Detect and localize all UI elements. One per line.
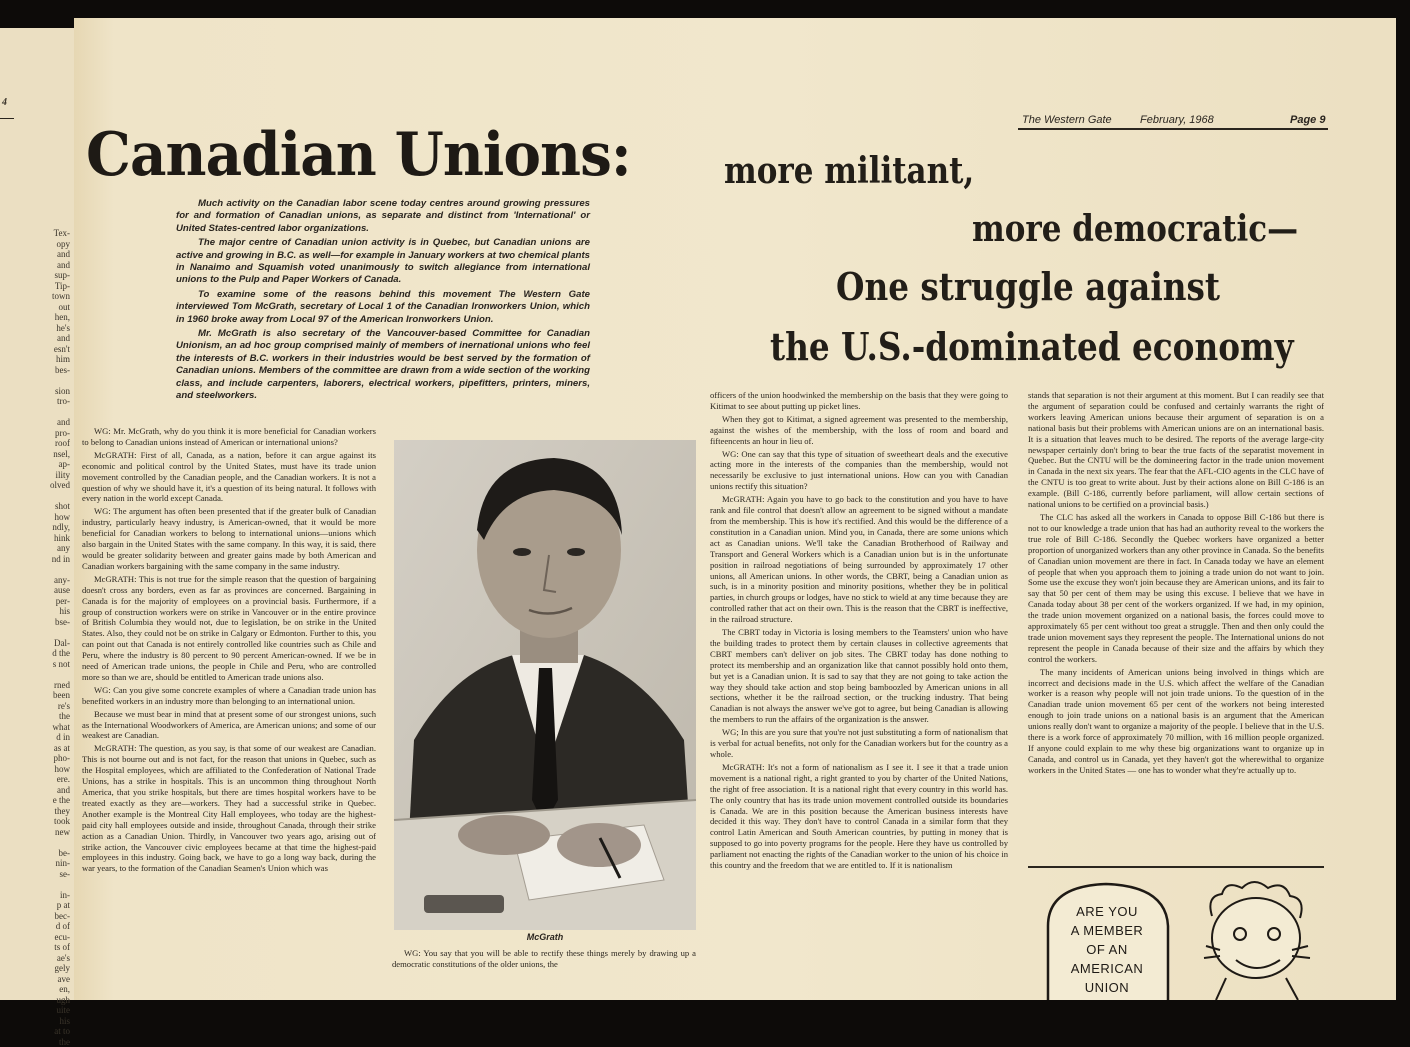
column-4-end-rule	[1028, 866, 1324, 868]
article-paragraph: McGRATH: It's not a form of nationalism as I see it. I see it that a trade union movement is a national right, a right granted to you by charter of the United Nations, the right of free association. It is a national right that every country in this world has. The only country that has its trade union movement controlled outside its boundaries is Canada. We are in this position because the American business interests have decided it this way. They don't have to control Canada in a similar form that they control Latin American and South American countries, by putting in money that is supposed to go into poverty programs for the people. Here they have us controlled by parliament not enacting the rights of the Canadian worker to the union of his choice in this country and the freedom that we are entitled to. If it is nationalism	[710, 761, 1008, 871]
article-paragraph: WG: One can say that this type of situation of sweetheart deals and the executive acting more in the interests of the companies than the membership, would not necessarily be exclusive to just international unions. How can you with Canadian unions rectify this situation?	[710, 448, 1008, 492]
headline-line-2: more democratic—	[972, 208, 1299, 250]
article-paragraph: The CBRT today in Victoria is losing members to the Teamsters' union who have the building trades to protect them by certain clauses in collective agreements that CBRT members can't deliver on job sites. The CBRT today has done nothing to protect its membership and an organization like that cannot possibly hold onto them, but yet is a Canadian union. It is sad to say that they are not going to take action the way they should take action and stop being bamboozled by American unions in all sections, whether it be the railroad section, or the trucking industry. That being Canadian is not always the answer we've got to agree, but being Canadian is allowing the members to run the affairs of the organization is the answer.	[710, 627, 1008, 725]
column-2-bottom	[392, 948, 696, 1000]
masthead-rule	[1018, 128, 1328, 130]
article-paragraph: WG: Can you give some concrete examples of where a Canadian trade union has benefited workers in an industry more than belonging to an international union.	[82, 684, 376, 706]
intro-paragraph: Much activity on the Canadian labor scene today centres around growing pressures for and formation of Canadian unions, as separate and distinct from 'International' or United States-centred labor organizations.	[176, 198, 590, 234]
cartoon-line: UNION	[1084, 980, 1130, 995]
article-paragraph: WG: The argument has often been presented that if the greater bulk of Canadian industry, particularly heavy industry, is American-owned, that it would be more beneficial for Canadian workers to belong to international unions—unions which also bargain in the United States with the same company. In this way, it is said, there would be greater solidarity between and greater gains made by both American and Canadian workers bargaining with the same company in the same industry.	[82, 506, 376, 571]
article-paragraph: officers of the union hoodwinked the membership on the basis that they were going to Kitimat to see about putting up picket lines.	[710, 390, 1008, 411]
article-paragraph: The many incidents of American unions being involved in things which are incorrect and decisions made in the U.S. which affect the welfare of the Canadian worker is a reason why people will not join trade unions. To the question of in the Canadian trade union movement 65 per cent of the workers not being interested enough to join trade unions on a national basis is an argument that the American unions really don't want to organize a majority of the people. I believe that in the U.S. there is a work force of approximately 70 million, with 16 million people organized. If anyone could explain to me why these big organizations want to organize up in Canada, and control us in Canada, yet they haven't got the wherewithal to organize workers in the United States — one has to wonder what they're actually up to.	[1028, 666, 1324, 775]
article-paragraph: When they got to Kitimat, a signed agreement was presented to the membership, against the wishes of the membership, with the loss of room and board and fifteencents an hour in lieu of.	[710, 413, 1008, 446]
article-paragraph: The CLC has asked all the workers in Canada to oppose Bill C-186 but there is not to our knowledge a trade union that has had an authority reveal to the workers the true role of Bill C-186. Secondly the Quebec workers have organized a better proportion of unorganized workers than any other province in Canada. So the benefits of Canadian union movement are there in fact. In Canada today we have an element of people that when you approach them to joining a trade union do not want to join. Some use the excuse they won't join because they are American unions, and its fair to say that 50 per cent of them may be using this excuse. I believe that we have in Canada today about 38 per cent of the workers organized. If we had, in my opinion, the trade union movement organized on a national basis, the forces could move to approximately 65 per cent without too great a struggle. Then and then only could the trade union movement says they represent the people. The International unions do not represent the people in Canada because of their size and the affairs by which they control the workers.	[1028, 511, 1324, 664]
article-paragraph: Because we must bear in mind that at present some of our strongest unions, such as the International Woodworkers of America, are American unions; and some of our weakest are Canadian.	[82, 708, 376, 741]
page-number: Page 9	[1290, 114, 1326, 126]
cartoon-line: AMERICAN	[1070, 961, 1144, 976]
left-facing-page	[0, 28, 76, 1047]
column-1	[82, 426, 376, 1000]
article-paragraph: McGRATH: This is not true for the simple reason that the question of bargaining doesn't cross any borders, even as far as provinces are concerned. Bargaining in Canada is for the majority of employees on a provincial basis. Furthermore, if a group of construction workers were on strike in Vancouver or in the entire province of British Columbia they would not, due to legislation, be on strike in the United States. Also, they could not be on strike in Calgary or Edmonton. Further to this, you can point out that Canada is not entirely controlled like countries such as Chile and Peru, where the industry is 80 percent to 90 percent American-owned. If we be in need of American trade unions, the people in Chile and Peru, who are controlled more so than we are, should be entitled to American trade unions also.	[82, 573, 376, 682]
publication-name: The Western Gate	[1022, 114, 1112, 126]
portrait-illustration	[394, 440, 696, 930]
intro-paragraph: To examine some of the reasons behind this movement The Western Gate interviewed Tom McGrath, secretary of Local 1 of the Canadian Ironworkers Union, which in 1960 broke away from Local 97 of the American Ironworkers Union.	[176, 288, 590, 325]
article-paragraph: McGRATH: Again you have to go back to the constitution and you have to have rank and file control that doesn't allow an agreement to be signed without a mandate from the membership. This is how it's rectified. And this would be the difference of a constitution in a Canadian union. Mind you, in Canada, there are some unions which act as Canadian unions. We'll take the Canadian Brotherhood of Railway and Transport and General Workers which is a Canadian union but is in the unfortunate position in railroad negotiations of being surrounded by approximately 17 other unions, all American unions. In other words, the CBRT, being a Canadian union as such, is in a minority position and minority positions, whether they be in political parties, in church groups or lodges, have no stick to wield at any time because they are controlled rather that act on their own. This is the reason that the CBRT is ineffective, in the railroad structure.	[710, 494, 1008, 625]
cartoon-speech	[1052, 902, 1162, 997]
column-4	[1028, 390, 1324, 868]
article-paragraph: stands that separation is not their argument at this moment. But I can readily see that the argument of separation could be confused and certainly warrants the right of workers leaving American unions because their argument of separation is on a national basis but their problems with American unions are on an international basis. It is a situation that leaves much to be desired. The reports of the average large-city newspaper certainly don't bring to bear the true facts of the separatist movement in Quebec. But the CNTU will be the domineering factor in the trade union movement in Canada in the next six years. The fear that the AFL-CIO agents in the CLC have of the CNTU is too great to write about. Just by their actions alone on Bill C-186 is an example. (Bill C-186, currently before parliament, will allow certain sections of national unions to be certified on a provincial basis.)	[1028, 390, 1324, 510]
prev-page-number: 4	[2, 97, 7, 108]
cartoon-line: ARE YOU	[1076, 904, 1138, 919]
cartoon-line: A MEMBER	[1070, 923, 1144, 938]
cartoon-line: OF AN	[1086, 942, 1128, 957]
column-3	[710, 390, 1008, 1000]
headline-line-3: One struggle against	[836, 264, 1221, 309]
headline-line-1: more militant,	[724, 150, 975, 192]
article-paragraph: WG; In this are you sure that you're not just substituting a form of nationalism that is verbal for actual benefits, not only for the Canadian workers but for the country as a whole.	[710, 727, 1008, 759]
intro-text	[176, 198, 590, 405]
article-paragraph: WG: You say that you will be able to rectify these things merely by drawing up a democratic constitutions of the older unions, the	[392, 948, 696, 969]
article-paragraph: McGRATH: The question, as you say, is that some of our weakest are Canadian. This is not bourne out and is not fact, for the reason that unions in Quebec, such as the Hospital employees, which are affiliated to the Confederation of National Trade Unions, has a strike in hospitals. This is an uncommon thing throughout North America, that you strike hospitals, but there are times hospital workers have to be treated exactly as they are—workers. They had a successful strike in Quebec. Another example is the Montreal City Hall employees, who today are the highest-paid city hall employees outside and inside, throughout Canada, through their strike action as a Canadian Union. Thirdly, in Vancouver two years ago, arising out of strike action, the Vancouver civic employees became at that time the highest-paid employees in this industry. Going back, we have to go a long way back, during the war years, to the formation of the Canadian Seamen's Union which was	[82, 743, 376, 874]
article-paragraph: McGRATH: First of all, Canada, as a nation, before it can argue against its economic and political control by the United States, must have its trade union movement controlled by the Canadian people, and the Canadian workers. It is not a question of why we should have it, it's a question of its being natural. It follows with every nation in the world except Canada.	[82, 449, 376, 504]
intro-paragraph: Mr. McGrath is also secretary of the Vancouver-based Committee for Canadian Unionism, an ad hoc group comprised mainly of members of inernational unions who feel the interests of B.C. workers in their industries would be best served by the formation of Canadian unions. Members of the committee are drawn from a wide section of the working class, and include carpenters, laborers, electrical workers, pipefitters, printers, miners, and steelworkers.	[176, 328, 590, 402]
intro-paragraph: The major centre of Canadian union activity is in Quebec, but Canadian unions are active and growing in B.C. as well—for example in January workers at two chemical plants in Nanaimo and Squamish voted unanimously to switch allegiance from international unions to the Pulp and Paper Workers of Canada.	[176, 237, 590, 286]
issue-date: February, 1968	[1140, 114, 1214, 126]
left-page-rule	[0, 118, 14, 119]
article-paragraph: WG: Mr. McGrath, why do you think it is more beneficial for Canadian workers to belong to Canadian unions instead of American or international unions?	[82, 426, 376, 447]
portrait-photo	[394, 440, 696, 930]
headline-line-4: the U.S.-dominated economy	[770, 324, 1294, 369]
photo-caption: McGrath	[526, 932, 564, 942]
left-page-text-fragments: Tex- opy and and sup- Tip- town out hen, he's and esn't him bes- sion tro- and pro- roof nsel, ap- ility olved shot how ndly, hink any nd in any- ause per- his bse- Dal- d the s not rned been re's the what d in as at pho- how ere. and e the they took new be- nin- se- in- p at bec- d of ecu- ts of ae's gely ave en, ugh uite his at to the	[50, 228, 70, 1047]
headline-main: Canadian Unions:	[86, 120, 631, 190]
